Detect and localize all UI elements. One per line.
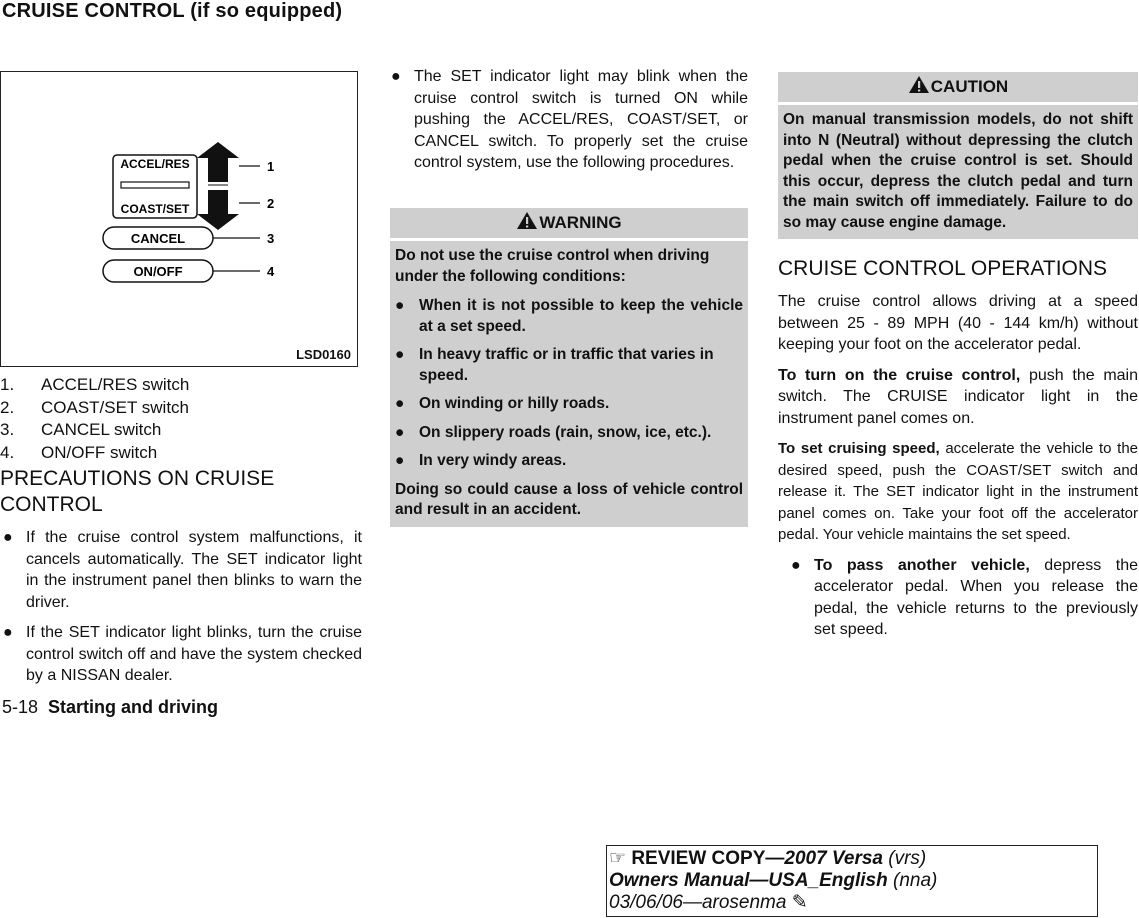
- down-arrow-icon: [197, 190, 239, 230]
- caution-header: [778, 72, 1138, 102]
- list-item: ● The SET indicator light may blink when the cruise control switch is turned ON while pushing the ACCEL/RES, COAST/SET, or CANCEL switch. To properly set the cruise control system, use the following procedures.: [391, 68, 748, 171]
- caution-box: [778, 72, 1138, 239]
- cancel-label: CANCEL: [130, 231, 186, 246]
- pointing-hand-icon: ☞: [609, 848, 632, 869]
- list-item: ● If the cruise control system malfunctions, it cancels automatically. The SET indicator light in the instrument panel then blinks to warn the driver.: [3, 529, 362, 611]
- list-item: ● On slippery roads (rain, snow, ice, etc.).: [395, 423, 712, 441]
- review-line-3: 03/06/06—arosenma ✎: [609, 892, 808, 913]
- coast-set-label: COAST/SET: [120, 202, 190, 216]
- switch-diagram: [1, 72, 357, 365]
- list-item: ● When it is not possible to keep the vehicle at a set speed.: [395, 297, 743, 335]
- switch-list: [0, 374, 360, 464]
- middle-bullet: [388, 66, 748, 183]
- page-header-title: CRUISE CONTROL (if so equipped): [2, 0, 343, 22]
- precautions-section: [0, 466, 362, 696]
- callout-2: 2: [267, 196, 275, 211]
- list-item: ● In very windy areas.: [395, 452, 567, 469]
- warning-body: Do not use the cruise control when driving under the following conditions: ● When it is not possible to keep the vehicle at a set speed. ● In heavy traffic or in traffic that varies in speed. ● On winding or hilly roads. ● On slippery roads (rain, snow, ice, etc.). ● In very windy areas. Doing so could cause a loss of vehicle control and result in an accident.: [390, 241, 748, 527]
- on-off-label: ON/OFF: [133, 264, 183, 279]
- list-item: ● If the SET indicator light blinks, turn the cruise control switch off and have the system checked by a NISSAN dealer.: [3, 624, 362, 684]
- list-item: ● To pass another vehicle, depress the accelerator pedal. When you release the pedal, the vehicle returns to the previously set speed.: [791, 556, 1138, 638]
- list-item: 3. CANCEL switch: [0, 420, 162, 439]
- list-item: 1. ACCEL/RES switch: [0, 375, 190, 394]
- caution-triangle-icon: [908, 75, 930, 94]
- warning-triangle-icon: [516, 211, 538, 230]
- list-item: 2. COAST/SET switch: [0, 397, 189, 417]
- review-line-2: Owners Manual—USA_English (nna): [609, 870, 938, 891]
- accel-res-label: ACCEL/RES: [120, 157, 190, 171]
- operations-heading: CRUISE CONTROL OPERATIONS: [778, 257, 1108, 280]
- up-arrow-icon: [197, 142, 239, 182]
- turn-on-paragraph: To turn on the cruise control, push the main switch. The CRUISE indicator light in the instrument panel comes on.: [778, 366, 1138, 427]
- list-item: 4. ON/OFF switch: [0, 442, 158, 462]
- page-footer: [2, 697, 218, 718]
- figure-code: LSD0160: [296, 347, 351, 362]
- warning-header: [390, 208, 748, 238]
- review-line-1: ☞ REVIEW COPY—2007 Versa (vrs): [609, 848, 927, 869]
- precautions-heading: PRECAUTIONS ON CRUISE CONTROL: [0, 467, 275, 516]
- caution-title: CAUTION: [930, 77, 1009, 96]
- warning-title: WARNING: [539, 213, 622, 232]
- pen-icon: ✎: [786, 892, 808, 913]
- operations-intro: The cruise control allows driving at a speed between 25 - 89 MPH (40 - 144 km/h) without keeping your foot on the accelerator pedal.: [778, 293, 1138, 353]
- list-item: ● On winding or hilly roads.: [395, 395, 610, 412]
- warning-box: [390, 208, 748, 527]
- callout-4: 4: [267, 264, 275, 279]
- callout-1: 1: [267, 159, 275, 174]
- callout-3: 3: [267, 231, 275, 246]
- caution-body: On manual transmission models, do not shift into N (Neutral) without depressing the clutch pedal when the cruise control is set. Should this occur, depress the clutch pedal and turn the main switch off immediately. Failure to do so may cause engine damage.: [778, 105, 1138, 239]
- warning-outro: Doing so could cause a loss of vehicle control and result in an accident.: [395, 480, 743, 518]
- page-number: 5-18: [2, 697, 39, 717]
- section-name: Starting and driving: [48, 697, 219, 717]
- list-item: ● In heavy traffic or in traffic that varies in speed.: [395, 346, 714, 384]
- cruise-switch-figure: [0, 71, 358, 367]
- operations-section: [778, 256, 1138, 650]
- review-copy-stamp: [606, 845, 1098, 917]
- set-speed-paragraph: To set cruising speed, accelerate the vehicle to the desired speed, push the COAST/SET switch and release it. The SET indicator light in the instrument panel comes on. Take your foot off the accelerator pedal. Your vehicle maintains the set speed.: [778, 440, 1139, 543]
